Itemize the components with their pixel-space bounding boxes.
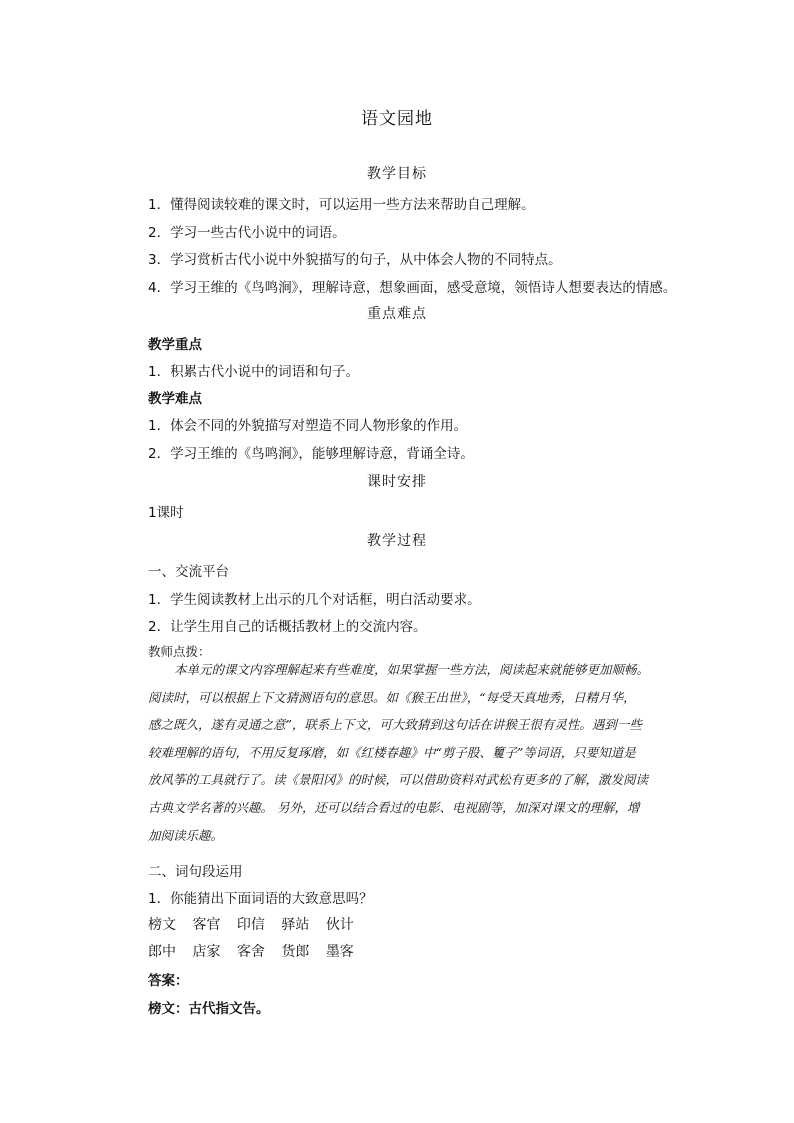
schedule-text: 1课时 [148, 505, 184, 521]
goal-item: 1．懂得阅读较难的课文时，可以运用一些方法来帮助自己理解。 [148, 197, 535, 213]
goal-item: 3．学习赏析古代小说中外貌描写的句子，从中体会人物的不同特点。 [148, 252, 562, 268]
paragraph-line: 本单元的课文内容理解起来有些难度，如果掌握一些方法，阅读起来就能够更加顺畅。 [174, 662, 650, 677]
answer-item: 榜文：古代指文告。 [148, 1001, 270, 1017]
word: 墨客 [325, 944, 354, 960]
difficult-item: 1．体会不同的外貌描写对塑造不同人物形象的作用。 [148, 418, 468, 434]
word-row [148, 914, 366, 934]
word: 店家 [192, 944, 221, 960]
part1-item: 1．学生阅读教材上出示的几个对话框，明白活动要求。 [148, 592, 481, 608]
word: 印信 [236, 917, 265, 933]
word: 货郎 [281, 944, 310, 960]
paragraph-line: 较难理解的语句，不用反复琢磨，如《红楼春趣》中“剪子股、籰子”等词语，只要知道是 [148, 744, 636, 760]
word: 榜文 [148, 917, 176, 933]
paragraph-line: 放风筝的工具就行了。读《景阳冈》的时候，可以借助资料对武松有更多的了解，激发阅读 [148, 772, 649, 788]
goals-heading: 教学目标 [367, 166, 427, 182]
goal-item: 2．学习一些古代小说中的词语。 [148, 225, 346, 241]
word-row [148, 941, 366, 961]
key-heading: 重点难点 [367, 306, 427, 322]
teacher-paragraph [148, 656, 678, 849]
part2-title: 二、词句段运用 [148, 864, 243, 880]
goal-item: 4．学习王维的《鸟鸣涧》，理解诗意，想象画面，感受意境，领悟诗人想要表达的情感。 [148, 280, 677, 296]
teacher-label: 教师点拨： [148, 644, 211, 659]
difficult-item: 2．学习王维的《鸟鸣涧》，能够理解诗意，背诵全诗。 [148, 446, 474, 462]
page-title: 语文园地 [361, 109, 433, 129]
schedule-heading: 课时安排 [367, 474, 427, 490]
paragraph-line: 加阅读乐趣。 [148, 827, 224, 843]
word: 客官 [192, 917, 221, 933]
key-point-item: 1．积累古代小说中的词语和句子。 [148, 364, 360, 380]
answer-label: 答案： [148, 973, 189, 989]
difficult-label: 教学难点 [148, 391, 202, 407]
part1-title: 一、交流平台 [148, 564, 229, 580]
part1-item: 2．让学生用自己的话概括教材上的交流内容。 [148, 619, 427, 635]
word: 伙计 [325, 917, 354, 933]
key-points-label: 教学重点 [148, 337, 202, 353]
paragraph-line: 阅读时，可以根据上下文猜测语句的意思。如《猴王出世》，“每受天真地秀，日精月华， [148, 689, 636, 705]
paragraph-line: 感之既久，遂有灵通之意”，联系上下文，可大致猜到这句话在讲猴王很有灵性。遇到一些 [148, 717, 642, 733]
word: 客舍 [236, 944, 265, 960]
paragraph-line: 古典文学名著的兴趣。 另外，还可以结合看过的电影、电视剧等，加深对课文的理解，增 [148, 799, 640, 815]
word: 驿站 [281, 917, 310, 933]
word: 郎中 [148, 944, 176, 960]
process-heading: 教学过程 [367, 533, 427, 549]
part2-question: 1．你能猜出下面词语的大致意思吗？ [148, 891, 373, 907]
